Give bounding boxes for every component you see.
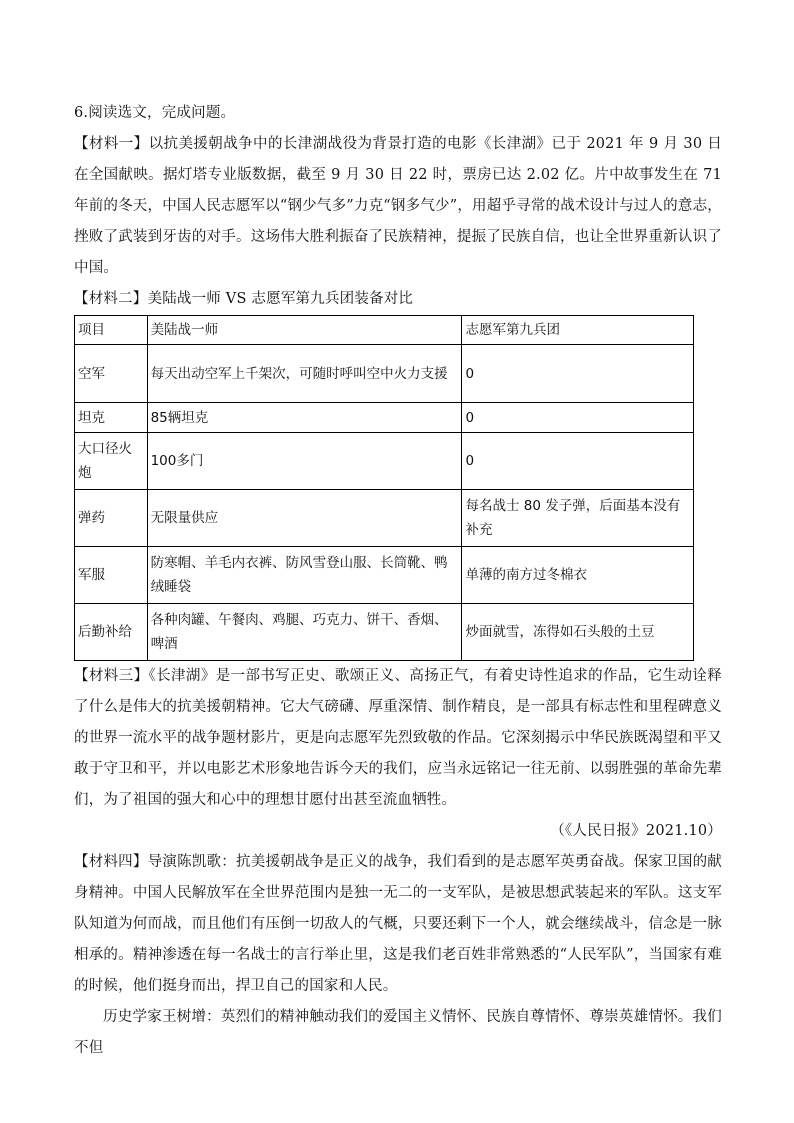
material-2-title: 【材料二】美陆战一师 VS 志愿军第九兵团装备对比 [74,291,414,307]
table-cell: 0 [462,345,694,403]
material-1: 【材料一】以抗美援朝战争中的长津湖战役为背景打造的电影《长津湖》已于 2021 年 9 月 30 日在全国献映。据灯塔专业版数据，截至 9 月 30 日 22 时，票房已达 2.02 亿。片中故事发生在 71 年前的冬天，中国人民志愿军以“钢少气多”力克“钢多气少”，用超乎寻常的战术设计与过人的意志，挫败了武装到牙齿的对手。这场伟大胜利振奋了民族精神，提振了民族自信，也让全世界重新认识了中国。 [74,136,722,276]
table-cell: 防寒帽、羊毛内衣裤、防风雪登山服、长筒靴、鸭绒睡袋 [147,547,462,604]
table-cell: 军服 [75,547,148,604]
table-cell: 每天出动空军上千架次，可随时呼叫空中火力支援 [147,345,462,403]
table-header-row [75,316,694,345]
table-cell: 单薄的南方过冬棉衣 [462,547,694,604]
header-cell: 志愿军第九兵团 [462,316,694,345]
material-4: 【材料四】导演陈凯歌：抗美援朝战争是正义的战争，我们看到的是志愿军英勇奋战。保家卫国的献身精神。中国人民解放军在全世界范围内是独一无二的一支军队，是被思想武装起来的军队。这支军队知道为何而战，而且他们有压倒一切敌人的气概，只要还剩下一个人，就会继续战斗，信念是一脉相承的。精神渗透在每一名战士的言行举止里，这是我们老百姓非常熟悉的“人民军队”，当国家有难的时候，他们挺身而出，捍卫自己的国家和人民。 [74,854,722,994]
table-cell: 空军 [75,345,148,403]
table-cell: 各种肉罐、午餐肉、鸡腿、巧克力、饼干、香烟、啤酒 [147,604,462,661]
table-cell: 85辆坦克 [147,403,462,433]
table-cell: 每名战士 80 发子弹，后面基本没有补充 [462,490,694,547]
equipment-comparison-table [74,315,694,661]
material-3-source: （《人民日报》2021.10） [550,823,722,839]
table-cell: 炒面就雪，冻得如石头般的土豆 [462,604,694,661]
table-row [75,490,694,547]
table-cell: 无限量供应 [147,490,462,547]
material-4-continued: 历史学家王树增：英烈们的精神触动我们的爱国主义情怀、民族自尊情怀、尊崇英雄情怀。我们不但 [74,1009,722,1056]
material-3: 【材料三】《长津湖》是一部书写正史、歌颂正义、高扬正气，有着史诗性追求的作品，它生动诠释了什么是伟大的抗美援朝精神。它大气磅礴、厚重深情、制作精良，是一部具有标志性和里程碑意义的世界一流水平的战争题材影片，更是向志愿军先烈致敬的作品。它深刻揭示中华民族既渴望和平又敢于守卫和平，并以电影艺术形象地告诉今天的我们，应当永远铭记一往无前、以弱胜强的革命先辈们，为了祖国的强大和心中的理想甘愿付出甚至流血牺牲。 [74,668,722,808]
header-cell: 美陆战一师 [147,316,462,345]
table-cell: 弹药 [75,490,148,547]
table-cell: 100多门 [147,433,462,490]
table-row [75,604,694,661]
table-cell: 坦克 [75,403,148,433]
question-title: 6.阅读选文，完成问题。 [74,105,236,121]
table-row [75,403,694,433]
table-row [75,345,694,403]
table-cell: 0 [462,433,694,490]
table-cell: 后勤补给 [75,604,148,661]
content [74,98,722,1064]
table-row [75,547,694,604]
table-cell: 0 [462,403,694,433]
table-row [75,433,694,490]
table-cell: 大口径火炮 [75,433,148,490]
header-cell: 项目 [75,316,148,345]
